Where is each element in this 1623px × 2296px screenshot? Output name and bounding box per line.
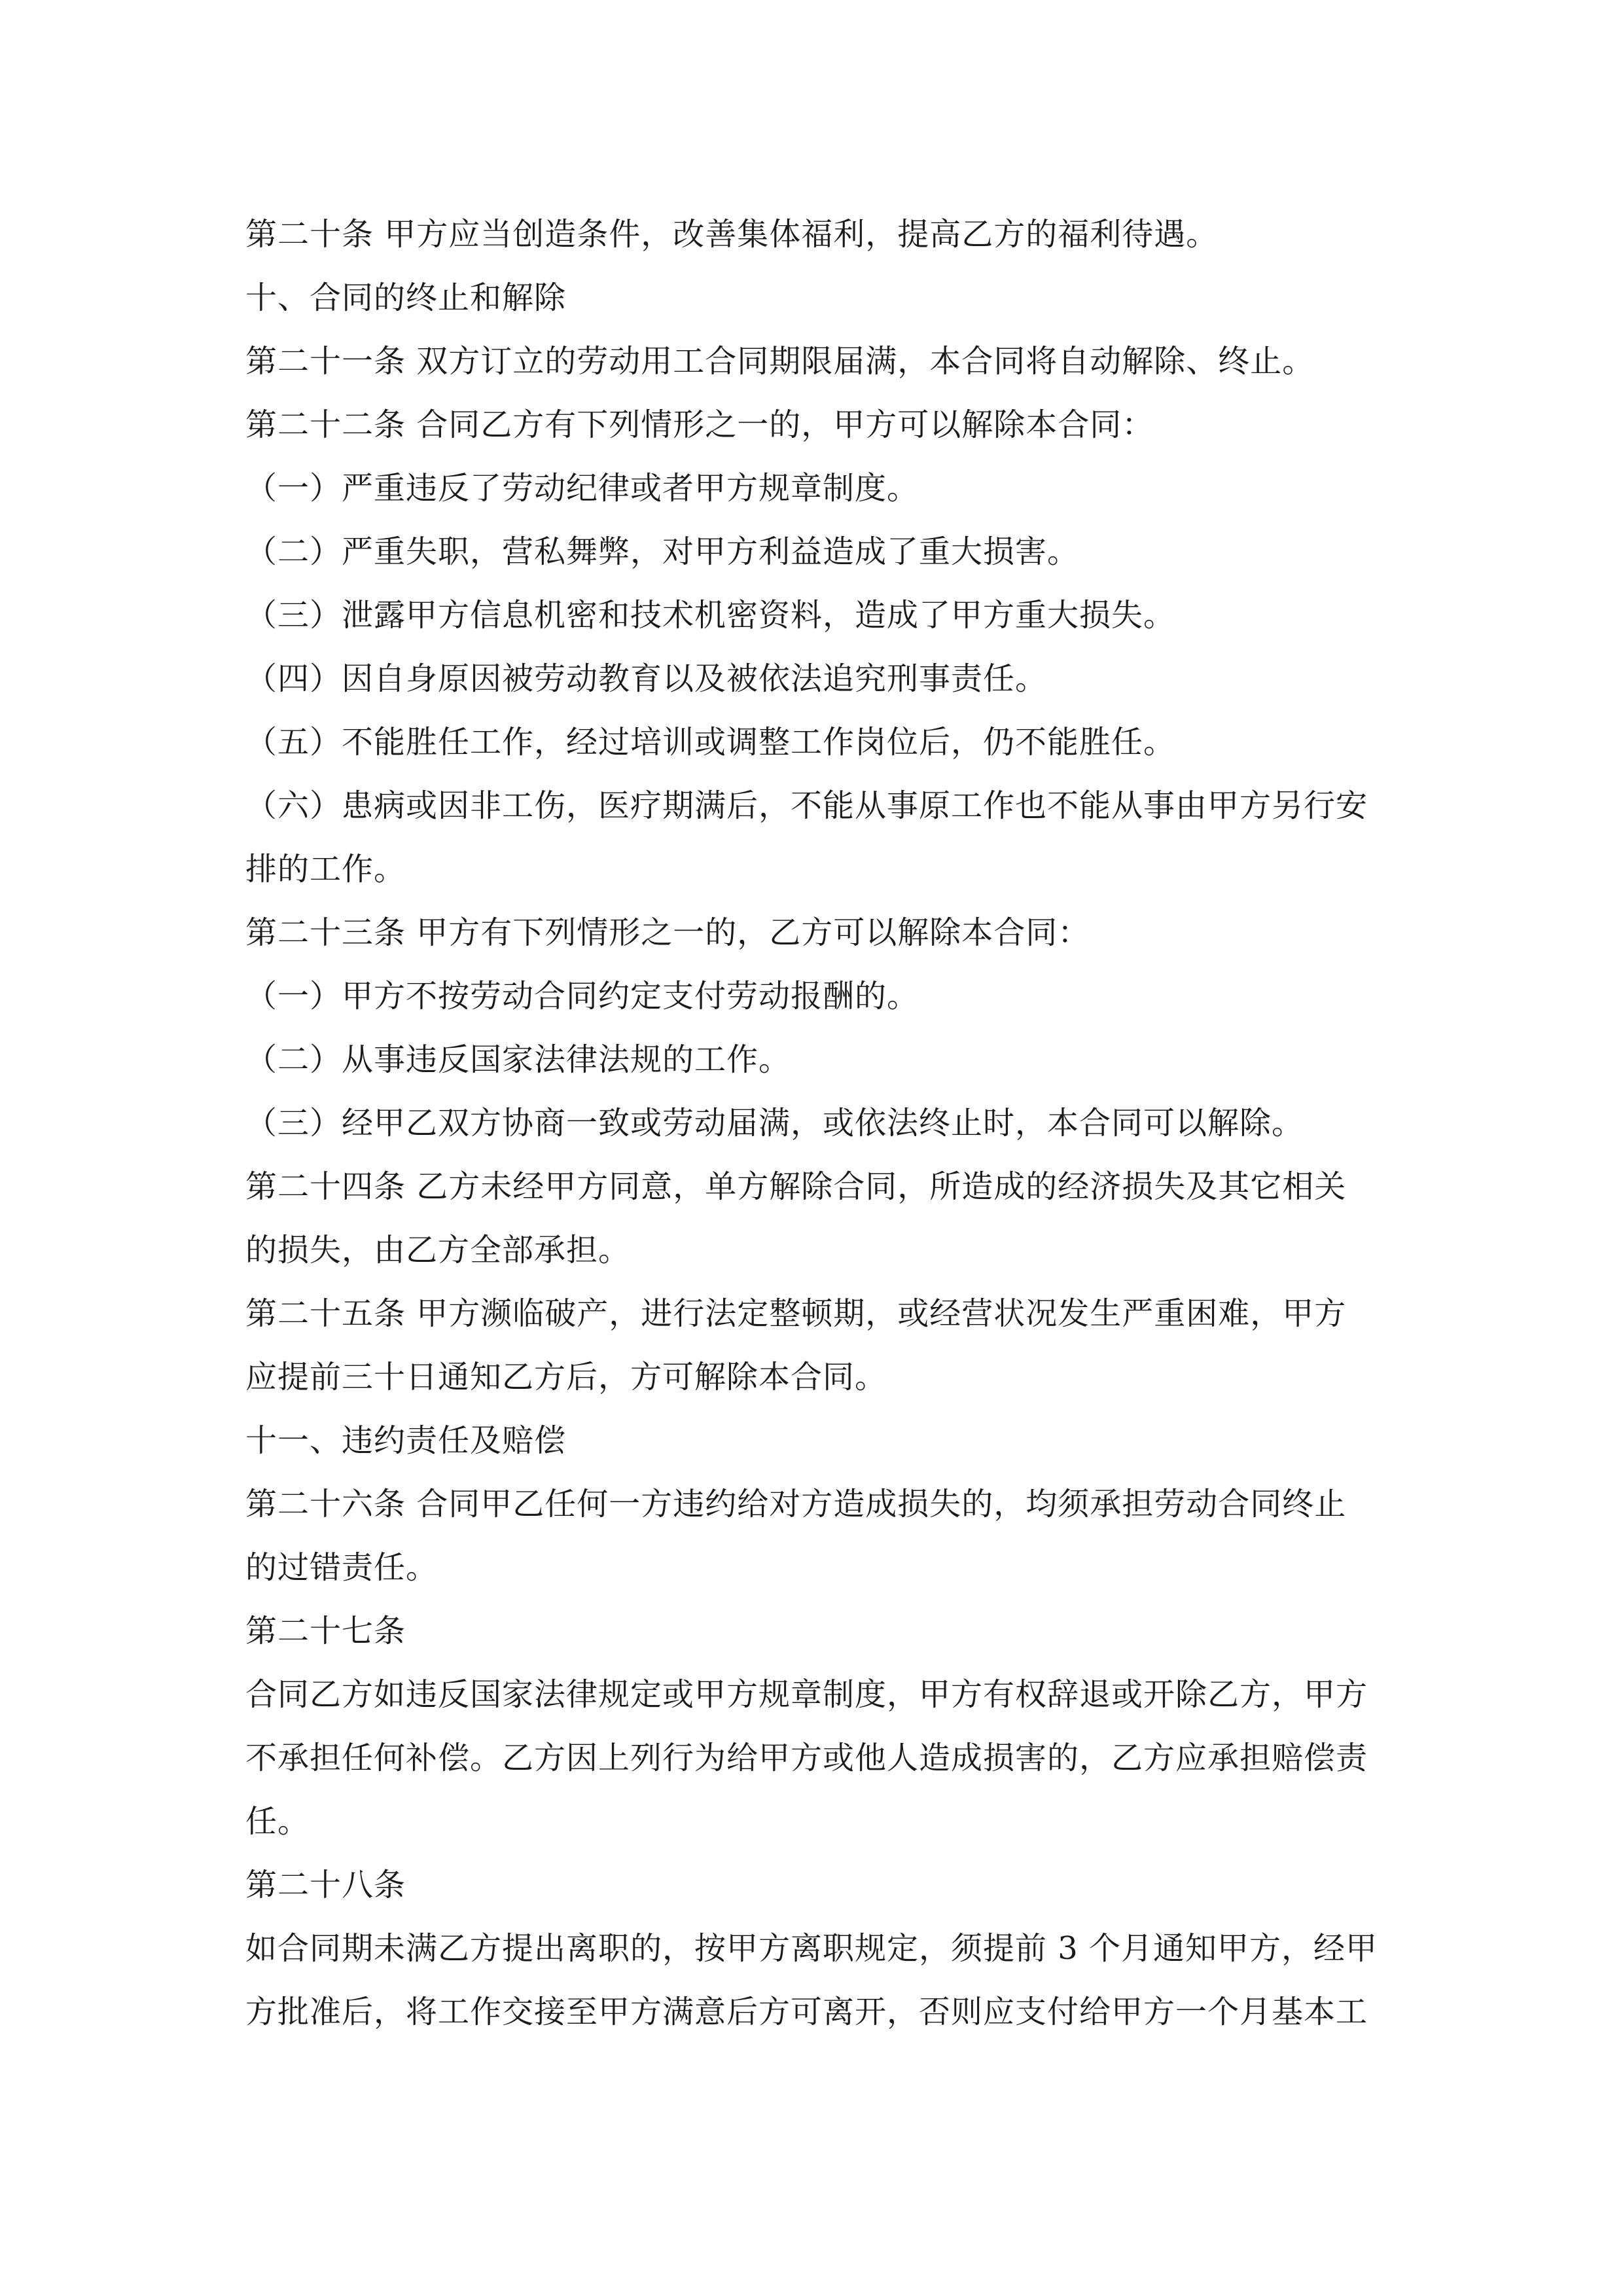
article-27-text-1: 合同乙方如违反国家法律规定或甲方规章制度，甲方有权辞退或开除乙方，甲方	[245, 1676, 1368, 1713]
article-25: 第二十五条 甲方濒临破产，进行法定整顿期，或经营状况发生严重困难，甲方	[245, 1295, 1347, 1332]
article-28-text-2: 方批准后，将工作交接至甲方满意后方可离开，否则应支付给甲方一个月基本工	[245, 1994, 1368, 2030]
article-23-item-2: （二）从事违反国家法律法规的工作。	[245, 1041, 791, 1078]
article-21: 第二十一条 双方订立的劳动用工合同期限届满，本合同将自动解除、终止。	[245, 343, 1315, 380]
article-22-item-1: （一）严重违反了劳动纪律或者甲方规章制度。	[245, 470, 919, 507]
article-22-item-6: （六）患病或因非工伤，医疗期满后，不能从事原工作也不能从事由甲方另行安	[245, 787, 1368, 824]
article-22-item-3: （三）泄露甲方信息机密和技术机密资料，造成了甲方重大损失。	[245, 597, 1176, 634]
document-body	[245, 203, 1397, 2044]
article-26: 第二十六条 合同甲乙任何一方违约给对方造成损失的，均须承担劳动合同终止	[245, 1486, 1347, 1522]
article-22: 第二十二条 合同乙方有下列情形之一的，甲方可以解除本合同：	[245, 406, 1154, 443]
article-23-item-3: （三）经甲乙双方协商一致或劳动届满，或依法终止时，本合同可以解除。	[245, 1105, 1304, 1141]
article-27-text-2: 不承担任何补偿。乙方因上列行为给甲方或他人造成损害的，乙方应承担赔偿责	[245, 1740, 1368, 1776]
article-22-item-2: （二）严重失职，营私舞弊，对甲方利益造成了重大损害。	[245, 533, 1080, 570]
article-25-cont: 应提前三十日通知乙方后，方可解除本合同。	[245, 1359, 887, 1395]
article-23: 第二十三条 甲方有下列情形之一的，乙方可以解除本合同：	[245, 914, 1090, 951]
section-heading-11: 十一、违约责任及赔偿	[245, 1422, 567, 1459]
article-27-heading: 第二十七条	[245, 1613, 406, 1649]
article-27-text-3: 任。	[245, 1803, 310, 1840]
article-22-item-6-cont: 排的工作。	[245, 851, 406, 888]
article-24: 第二十四条 乙方未经甲方同意，单方解除合同，所造成的经济损失及其它相关	[245, 1168, 1347, 1205]
article-22-item-4: （四）因自身原因被劳动教育以及被依法追究刑事责任。	[245, 660, 1048, 697]
article-28-heading: 第二十八条	[245, 1867, 406, 1903]
article-24-cont: 的损失，由乙方全部承担。	[245, 1232, 631, 1268]
article-22-item-5: （五）不能胜任工作，经过培训或调整工作岗位后，仍不能胜任。	[245, 724, 1176, 761]
article-28-text-1: 如合同期未满乙方提出离职的，按甲方离职规定，须提前 3 个月通知甲方，经甲	[245, 1930, 1378, 1967]
section-heading-10: 十、合同的终止和解除	[245, 279, 567, 316]
article-20: 第二十条 甲方应当创造条件，改善集体福利，提高乙方的福利待遇。	[245, 216, 1219, 253]
article-26-cont: 的过错责任。	[245, 1549, 438, 1586]
article-23-item-1: （一）甲方不按劳动合同约定支付劳动报酬的。	[245, 978, 919, 1014]
